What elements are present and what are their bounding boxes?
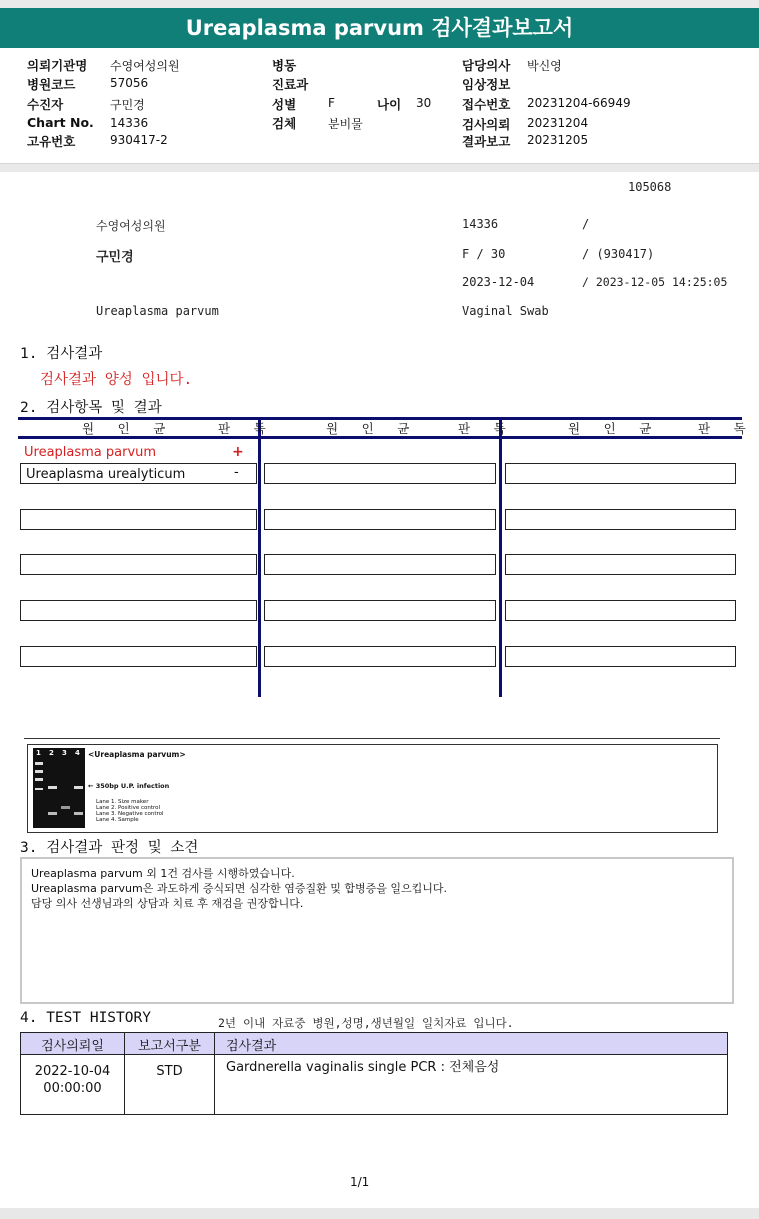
header-separator — [0, 163, 759, 172]
history-row-result: Gardnerella vaginalis single PCR : 전체음성 — [226, 1060, 500, 1075]
history-row-type: STD — [156, 1064, 183, 1079]
table-cell-empty — [264, 554, 496, 575]
table-row-pathogen: Ureaplasma parvum — [24, 445, 157, 460]
body-hospital: 수영여성의원 — [96, 219, 166, 233]
chart-label: Chart No. — [27, 115, 94, 130]
table-column-divider-1 — [258, 417, 261, 697]
gel-marker: ← 350bp U.P. infection — [88, 782, 170, 790]
history-header-result: 검사결과 — [226, 1039, 277, 1054]
body-specimen: Vaginal Swab — [462, 304, 549, 318]
code-value: 57056 — [110, 76, 149, 90]
table-cell-empty — [505, 646, 736, 667]
page-number: 1/1 — [350, 1175, 370, 1189]
uid-value: 930417-2 — [110, 133, 168, 147]
gel-band — [74, 812, 83, 815]
col-header-pathogen-1: 원 인 균 — [82, 421, 174, 436]
gel-lane-label: 4 — [75, 749, 80, 757]
body-chart-sep: / — [582, 217, 590, 231]
receipt-value: 20231204-66949 — [527, 96, 631, 110]
specimen-value: 분비물 — [328, 117, 363, 131]
table-cell-empty — [20, 554, 257, 575]
patient-label: 수진자 — [27, 97, 64, 112]
section-1-title: 1. 검사결과 — [20, 346, 103, 362]
report-value: 20231205 — [527, 133, 589, 147]
doctor-value: 박신영 — [527, 59, 562, 73]
bottom-strip — [0, 1208, 759, 1219]
history-header-rule — [20, 1054, 728, 1055]
history-date: 2022-10-04 — [34, 1064, 111, 1079]
request-label: 검사의뢰 — [462, 117, 511, 132]
gel-band — [61, 806, 70, 809]
gel-legend-item: Lane 2. Positive control — [96, 805, 161, 811]
table-cell-empty — [20, 646, 257, 667]
gel-legend-item: Lane 3. Negative control — [96, 811, 164, 817]
table-cell-empty — [264, 463, 496, 484]
body-patient: 구민경 — [96, 250, 134, 265]
table-cell-empty — [505, 463, 736, 484]
code-label: 병원코드 — [27, 77, 76, 92]
gel-band — [35, 778, 43, 781]
gel-legend-item: Lane 4. Sample — [96, 817, 139, 823]
history-row-date — [21, 1063, 124, 1097]
col-header-reading-3: 판 독 — [698, 421, 754, 436]
table-cell-empty — [264, 600, 496, 621]
table-cell-empty — [264, 646, 496, 667]
body-chart: 14336 — [462, 217, 499, 231]
gel-band — [35, 788, 43, 790]
col-header-pathogen-2: 원 인 균 — [326, 421, 418, 436]
report-title: Ureaplasma parvum 검사결과보고서 — [185, 16, 574, 40]
history-header-date: 검사의뢰일 — [41, 1039, 104, 1054]
body-birth: / (930417) — [582, 247, 655, 261]
table-row-pathogen: Ureaplasma urealyticum — [26, 467, 186, 482]
specimen-label: 검체 — [272, 116, 297, 131]
sex-label: 성별 — [272, 97, 297, 112]
gel-lane-label: 2 — [49, 749, 54, 757]
col-header-reading-1: 판 독 — [218, 421, 274, 436]
table-cell-empty — [505, 554, 736, 575]
col-header-pathogen-3: 원 인 균 — [568, 421, 660, 436]
history-header-type: 보고서구분 — [138, 1039, 201, 1054]
ward-label: 병동 — [272, 58, 297, 73]
table-cell-empty — [20, 509, 257, 530]
opinion-box — [20, 857, 734, 1004]
request-value: 20231204 — [527, 116, 589, 130]
gel-band — [74, 786, 83, 789]
gel-lane-label: 1 — [36, 749, 41, 757]
table-cell-empty — [505, 509, 736, 530]
body-report-datetime: / 2023-12-05 14:25:05 — [582, 275, 728, 289]
doctor-label: 담당의사 — [462, 58, 511, 73]
uid-label: 고유번호 — [27, 134, 76, 149]
section-2-title: 2. 검사항목 및 결과 — [20, 400, 162, 416]
report-number: 105068 — [628, 180, 672, 194]
receipt-label: 접수번호 — [462, 97, 511, 112]
body-sex-age: F / 30 — [462, 247, 506, 261]
report-label: 결과보고 — [462, 134, 511, 149]
table-row — [20, 463, 257, 484]
opinion-line: Ureaplasma parvum은 과도하게 증식되면 심각한 염증질환 및 합병증을 일으킵니다. — [31, 882, 447, 895]
hospital-value: 수영여성의원 — [110, 59, 180, 73]
opinion-line: Ureaplasma parvum 외 1건 검사를 시행하였습니다. — [31, 867, 295, 880]
history-col-divider-2 — [214, 1032, 215, 1115]
chart-value: 14336 — [110, 116, 149, 130]
clinical-label: 임상정보 — [462, 77, 511, 92]
section-3-title: 3. 검사결과 판정 및 소견 — [20, 840, 199, 856]
gel-band — [35, 770, 43, 773]
gel-band — [48, 786, 57, 789]
col-header-reading-2: 판 독 — [458, 421, 514, 436]
section-4-title: 4. TEST HISTORY — [20, 1010, 151, 1026]
gel-lane-label: 3 — [62, 749, 67, 757]
age-label: 나이 — [377, 97, 402, 112]
gel-legend — [96, 799, 164, 823]
table-cell-empty — [505, 600, 736, 621]
gel-legend-item: Lane 1. Size maker — [96, 799, 149, 805]
table-column-divider-2 — [499, 417, 502, 697]
body-test-name: Ureaplasma parvum — [96, 304, 219, 318]
sex-value: F — [328, 96, 335, 110]
history-time: 00:00:00 — [43, 1081, 102, 1096]
table-cell-empty — [264, 509, 496, 530]
gel-image — [33, 748, 85, 828]
result-summary: 검사결과 양성 입니다. — [40, 372, 193, 388]
table-cell-empty — [20, 600, 257, 621]
opinion-line: 담당 의사 선생님과의 상담과 치료 후 재검을 권장합니다. — [31, 897, 304, 910]
hospital-label: 의뢰기관명 — [27, 58, 88, 73]
gel-band — [35, 762, 43, 765]
history-note: 2년 이내 자료중 병원,성명,생년월일 일치자료 입니다. — [218, 1016, 514, 1030]
table-row-result: - — [234, 465, 239, 480]
table-row-result: + — [232, 444, 244, 460]
age-value: 30 — [416, 96, 432, 110]
dept-label: 진료과 — [272, 77, 309, 92]
top-toolbar-strip — [0, 0, 759, 8]
gel-band — [48, 812, 57, 815]
gel-top-rule — [24, 738, 720, 739]
opinion-text — [31, 866, 447, 911]
patient-value: 구민경 — [110, 98, 145, 112]
body-request-date: 2023-12-04 — [462, 275, 535, 289]
gel-caption: <Ureaplasma parvum> — [88, 750, 186, 759]
